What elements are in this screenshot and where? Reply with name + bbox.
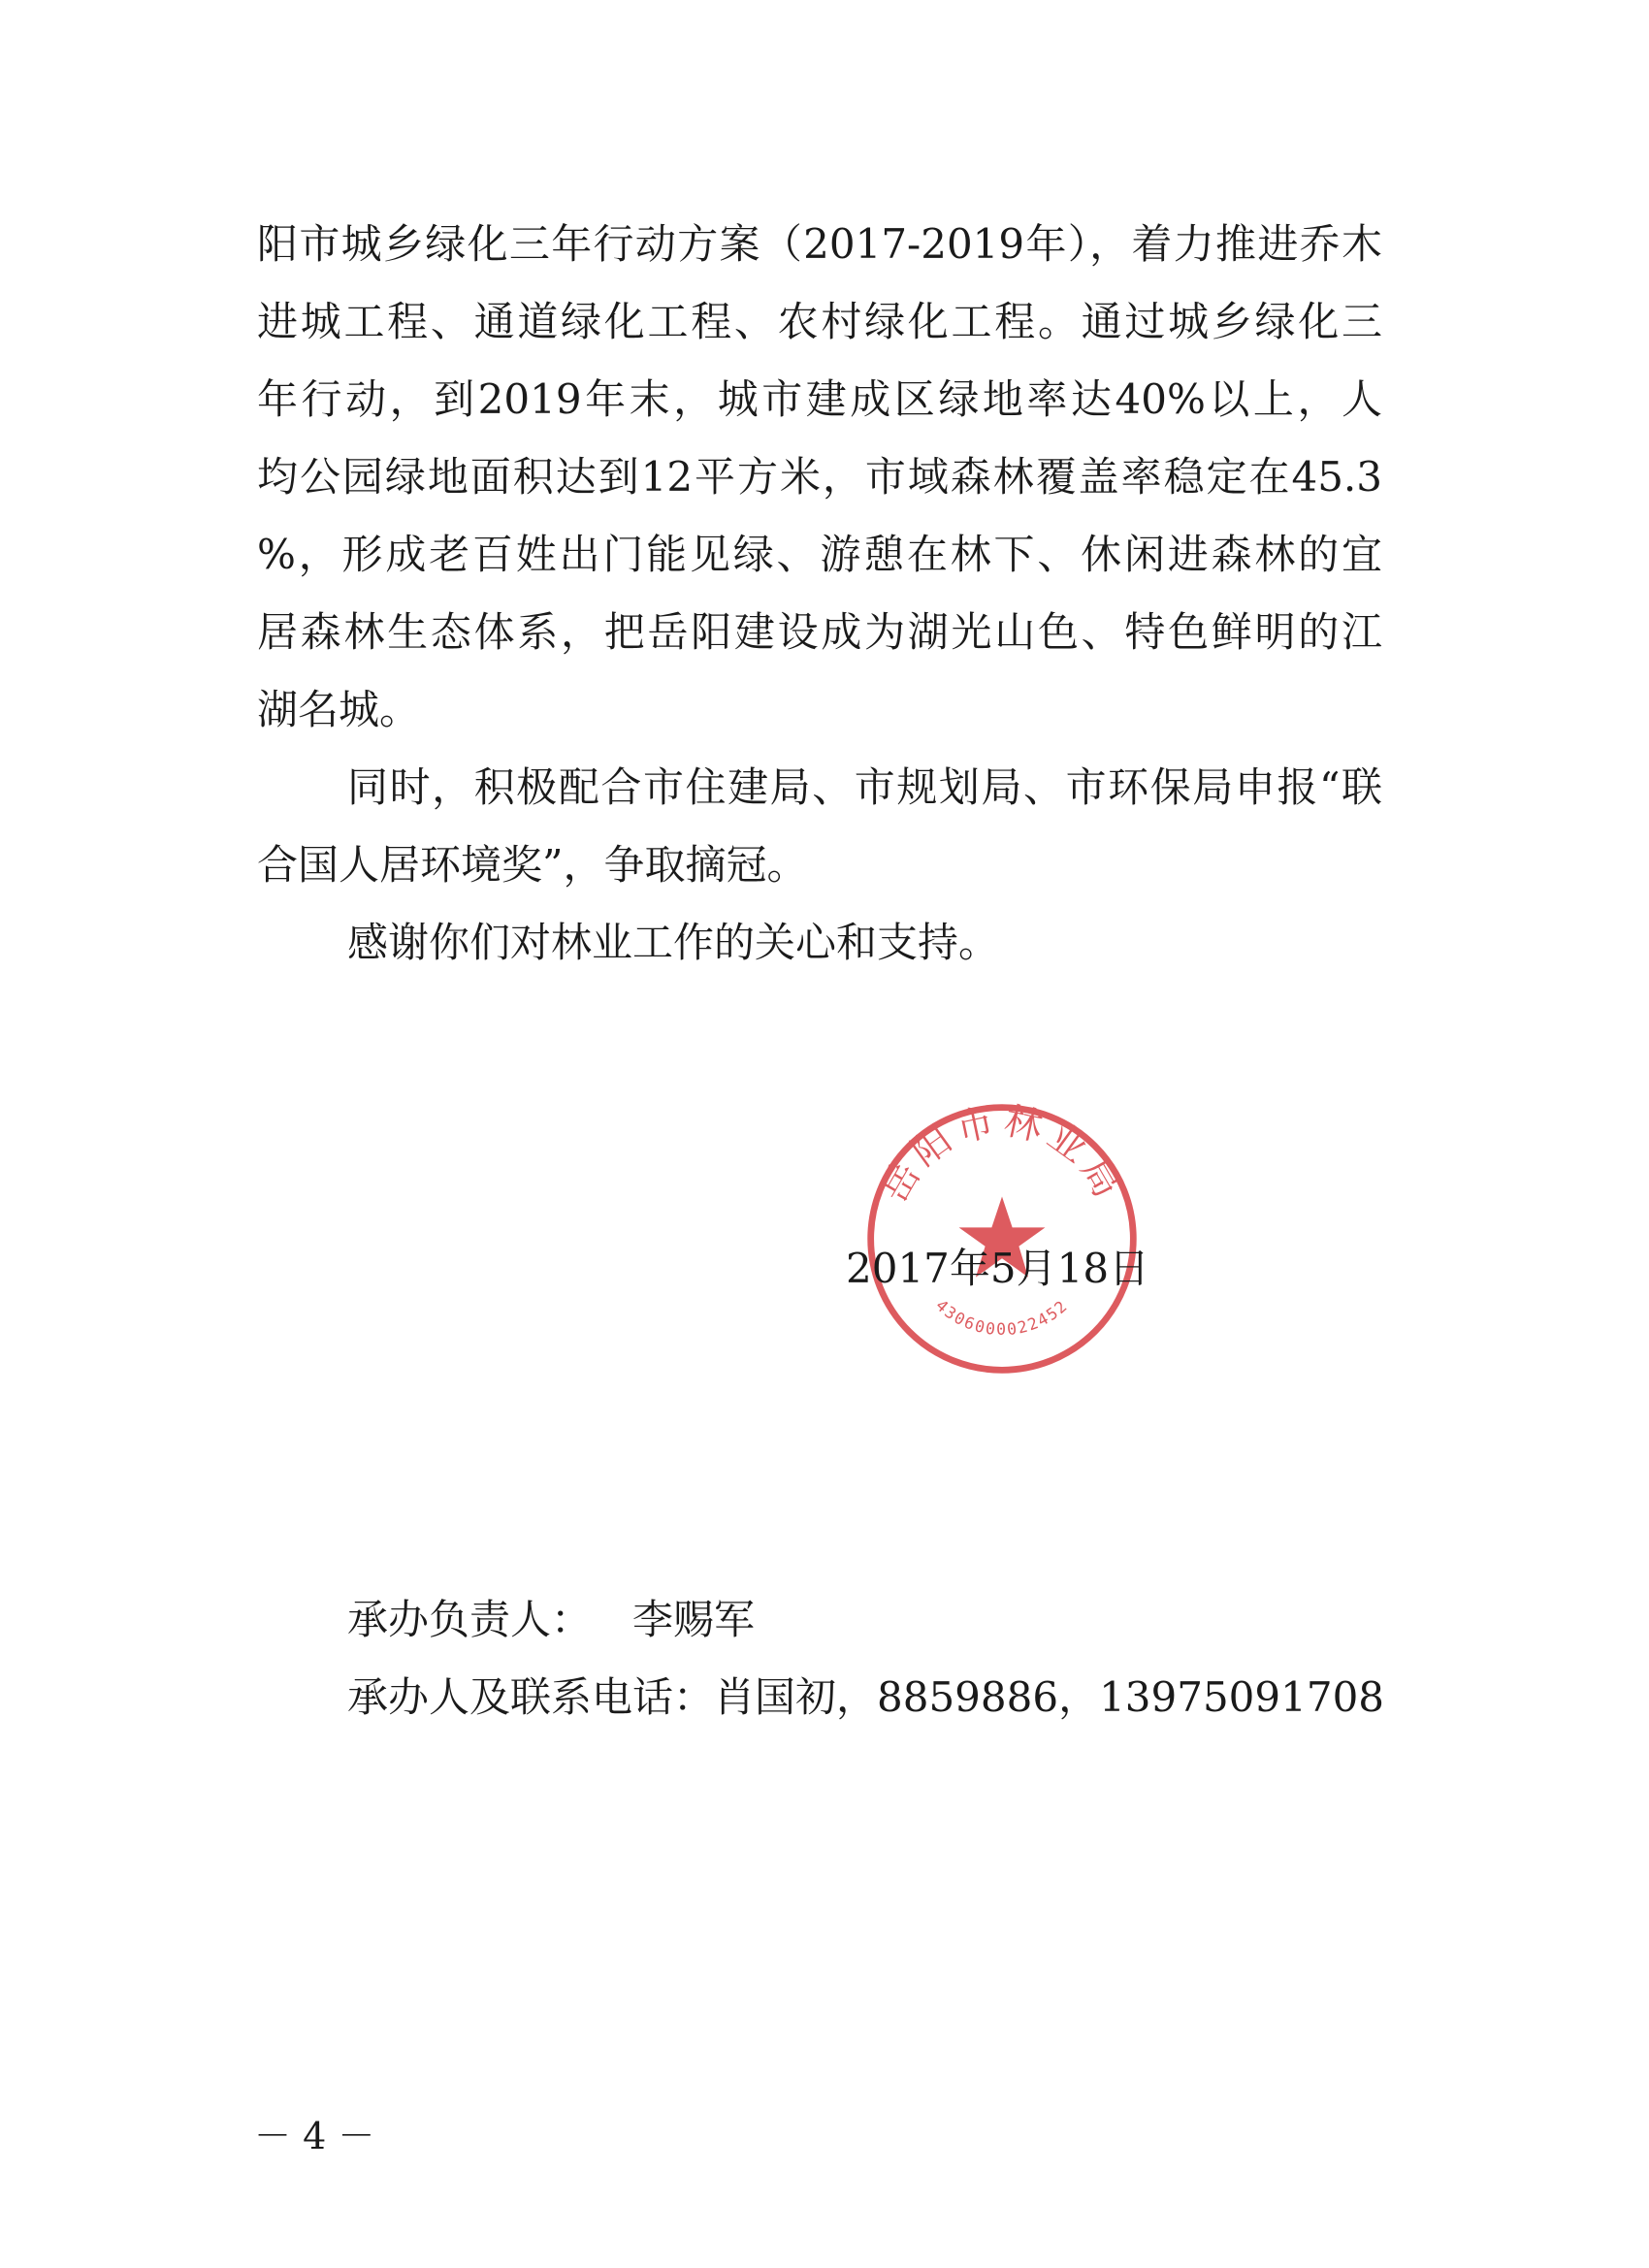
contact-line [347, 1669, 1384, 1727]
responsible-label: 承办负责人： [347, 1596, 593, 1643]
document-date: 2017年5月18日 [846, 1245, 1150, 1292]
contact-label: 承办人及联系电话： [347, 1673, 715, 1721]
body-paragraph-line: 居森林生态体系，把岳阳建设成为湖光山色、特色鲜明的江 [257, 608, 1382, 656]
body-paragraph-line: 感谢你们对林业工作的关心和支持。 [347, 919, 1000, 966]
svg-text:岳阳市林业局 [873, 1099, 1132, 1210]
responsible-person-line [347, 1591, 755, 1649]
body-paragraph-line: 同时，积极配合市住建局、市规划局、市环保局申报“联 [347, 763, 1382, 811]
body-paragraph-line: 湖名城。 [257, 686, 421, 733]
body-paragraph-line: 年行动，到2019年末，城市建成区绿地率达40%以上，人 [257, 375, 1382, 423]
svg-text:4306000022452 [932, 1296, 1072, 1339]
seal-text: 岳阳市林业局 [872, 1099, 1132, 1211]
official-seal [861, 1098, 1143, 1379]
body-paragraph-line: 合国人居环境奖”，争取摘冠。 [257, 841, 808, 889]
body-paragraph-line: 进城工程、通道绿化工程、农村绿化工程。通过城乡绿化三 [257, 298, 1382, 345]
body-paragraph-line: %，形成老百姓出门能见绿、游憩在林下、休闲进森林的宜 [257, 531, 1382, 578]
page-number: － 4 － [254, 2115, 375, 2157]
seal-code: 4306000022452 [932, 1296, 1072, 1340]
contact-value: 肖国初，8859886，13975091708 [714, 1673, 1385, 1721]
body-paragraph-line: 阳市城乡绿化三年行动方案（2017-2019年），着力推进乔木 [257, 220, 1382, 268]
body-paragraph-line: 均公园绿地面积达到12平方米，市域森林覆盖率稳定在45.3 [257, 453, 1382, 501]
responsible-name: 李赐军 [632, 1596, 756, 1643]
